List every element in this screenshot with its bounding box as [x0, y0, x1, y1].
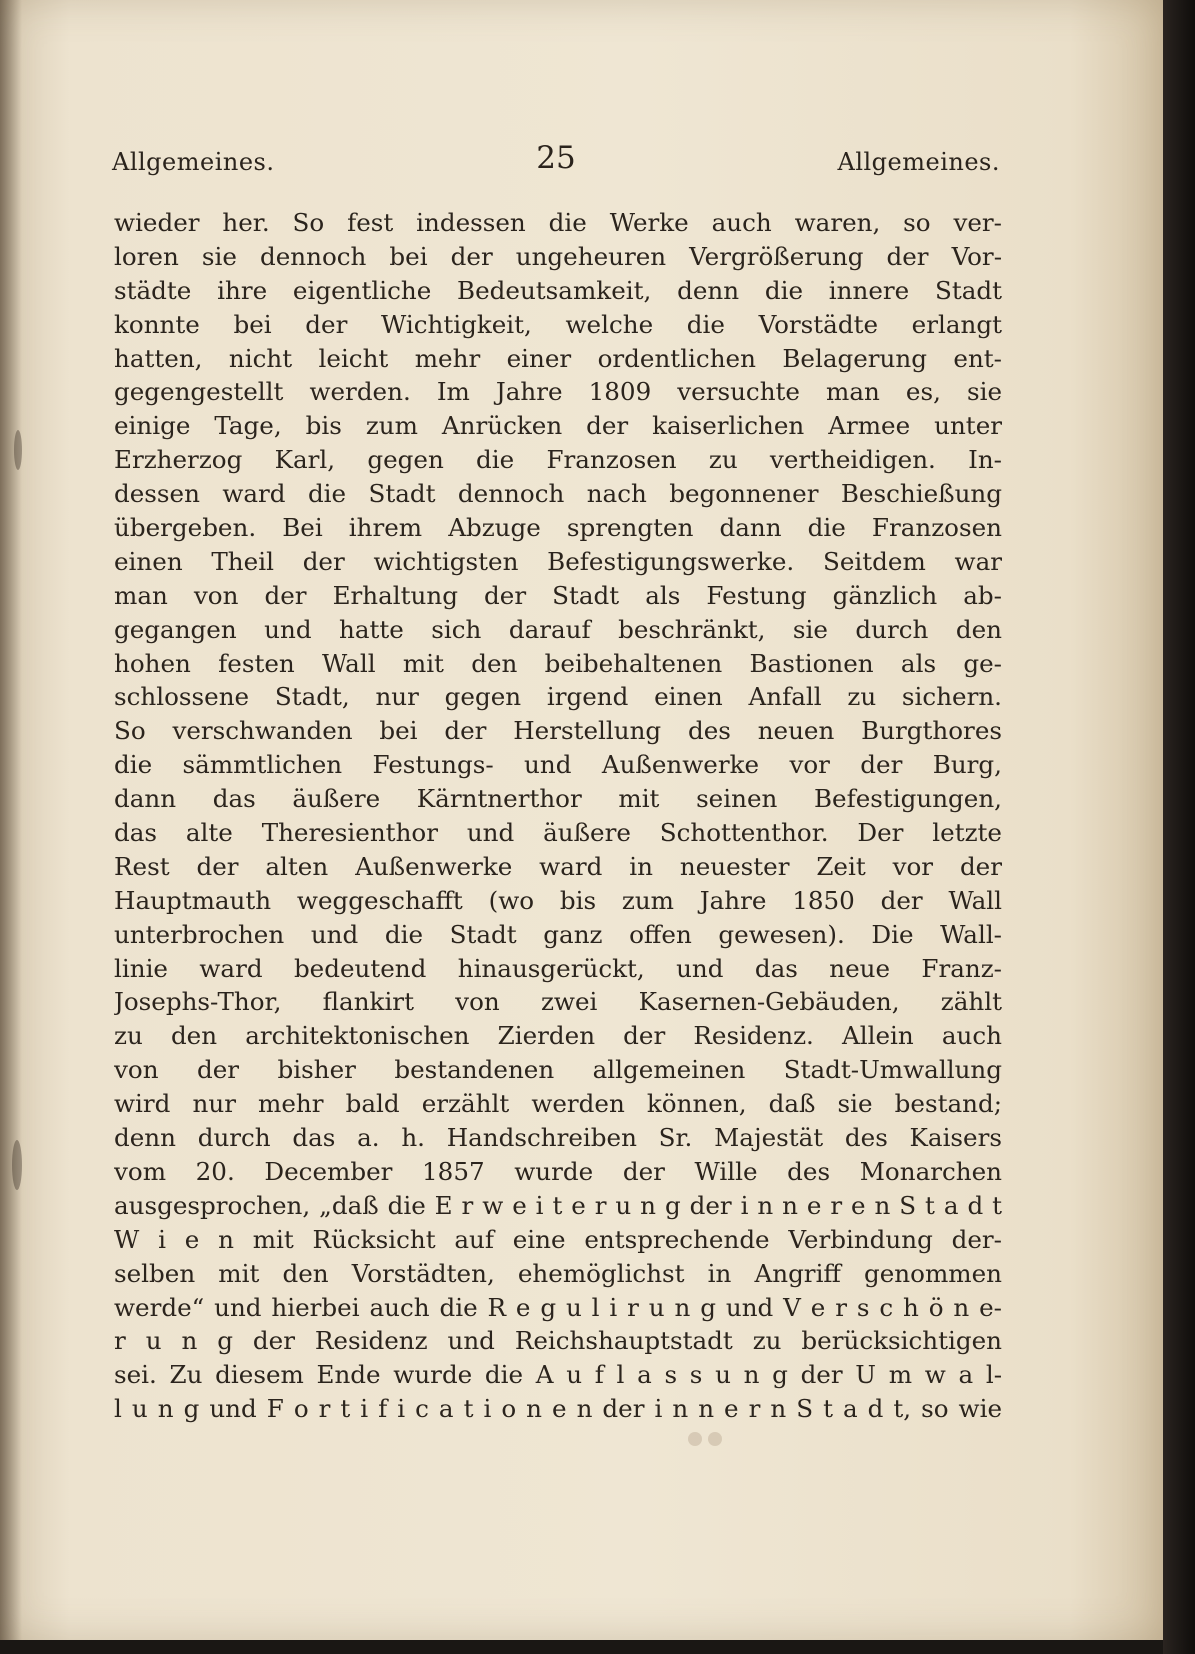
page-number: 25 — [536, 140, 576, 176]
paper-stain — [688, 1432, 702, 1446]
text-line: dessen ward die Stadt dennoch nach begonnener Beschießung — [114, 479, 1002, 509]
text-line: So verschwanden bei der Herstellung des neuen Burgthores — [114, 716, 1002, 746]
text-line: konnte bei der Wichtigkeit, welche die Vorstädte erlangt — [114, 309, 1002, 339]
text-line: schlossene Stadt, nur gegen irgend einen Anfall zu sichern. — [114, 682, 1002, 712]
text-line: sei. Zu diesem Ende wurde die A u f l a s s u n g der U m w a l- — [114, 1360, 1002, 1390]
text-line: linie ward bedeutend hinausgerückt, und das neue Franz- — [114, 953, 1002, 983]
text-line: unterbrochen und die Stadt ganz offen gewesen). Die Wall- — [114, 919, 1002, 949]
text-line: die sämmtlichen Festungs- und Außenwerke vor der Burg, — [114, 750, 1002, 780]
text-line: Rest der alten Außenwerke ward in neuester Zeit vor der — [114, 851, 1002, 881]
text-line: man von der Erhaltung der Stadt als Festung gänzlich ab- — [114, 580, 1002, 610]
text-line: zu den architektonischen Zierden der Residenz. Allein auch — [114, 1021, 1002, 1051]
text-line: gegangen und hatte sich darauf beschränkt, sie durch den — [114, 614, 1002, 644]
text-line: l u n g und F o r t i f i c a t i o n e n der i n n e r n S t a d t, so wie — [114, 1394, 1002, 1424]
text-line: wird nur mehr bald erzählt werden können, daß sie bestand; — [114, 1089, 1002, 1119]
paper-stain — [708, 1432, 722, 1446]
paper-stain — [14, 430, 22, 470]
page-edge — [1163, 0, 1195, 1654]
text-line: werde“ und hierbei auch die R e g u l i r u n g und V e r s c h ö n e- — [114, 1292, 1002, 1322]
text-line: selben mit den Vorstädten, ehemöglichst in Angriff genommen — [114, 1258, 1002, 1288]
running-header — [112, 140, 1000, 184]
text-line: W i e n mit Rücksicht auf eine entsprechende Verbindung der- — [114, 1224, 1002, 1254]
text-line: denn durch das a. h. Handschreiben Sr. Majestät des Kaisers — [114, 1123, 1002, 1153]
header-section-title-left: Allgemeines. — [112, 148, 275, 176]
text-line: ausgesprochen, „daß die E r w e i t e r u n g der i n n e r e n S t a d t — [114, 1190, 1002, 1220]
text-line: städte ihre eigentliche Bedeutsamkeit, denn die innere Stadt — [114, 275, 1002, 305]
body-text — [114, 206, 1002, 1426]
text-line: von der bisher bestandenen allgemeinen Stadt-Umwallung — [114, 1055, 1002, 1085]
text-line: wieder her. So fest indessen die Werke auch waren, so ver- — [114, 208, 1002, 237]
text-line: Erzherzog Karl, gegen die Franzosen zu vertheidigen. In- — [114, 445, 1002, 475]
text-line: Hauptmauth weggeschafft (wo bis zum Jahre 1850 der Wall — [114, 885, 1002, 915]
text-line: gegengestellt werden. Im Jahre 1809 versuchte man es, sie — [114, 377, 1002, 407]
text-line: dann das äußere Kärntnerthor mit seinen Befestigungen, — [114, 784, 1002, 814]
paper-stain — [12, 1140, 22, 1190]
text-line: übergeben. Bei ihrem Abzuge sprengten dann die Franzosen — [114, 513, 1002, 543]
text-line: loren sie dennoch bei der ungeheuren Vergrößerung der Vor- — [114, 241, 1002, 271]
text-line: einige Tage, bis zum Anrücken der kaiserlichen Armee unter — [114, 411, 1002, 441]
binding-shadow — [0, 0, 22, 1640]
text-line: hohen festen Wall mit den beibehaltenen Bastionen als ge- — [114, 648, 1002, 678]
text-line: das alte Theresienthor und äußere Schottenthor. Der letzte — [114, 818, 1002, 848]
text-line: Josephs-Thor, flankirt von zwei Kasernen-Gebäuden, zählt — [114, 987, 1002, 1017]
header-section-title-right: Allgemeines. — [837, 148, 1000, 176]
text-line: r u n g der Residenz und Reichshauptstadt zu berücksichtigen — [114, 1326, 1002, 1356]
text-line: vom 20. December 1857 wurde der Wille des Monarchen — [114, 1156, 1002, 1186]
text-line: einen Theil der wichtigsten Befestigungswerke. Seitdem war — [114, 546, 1002, 576]
text-line: hatten, nicht leicht mehr einer ordentlichen Belagerung ent- — [114, 343, 1002, 373]
